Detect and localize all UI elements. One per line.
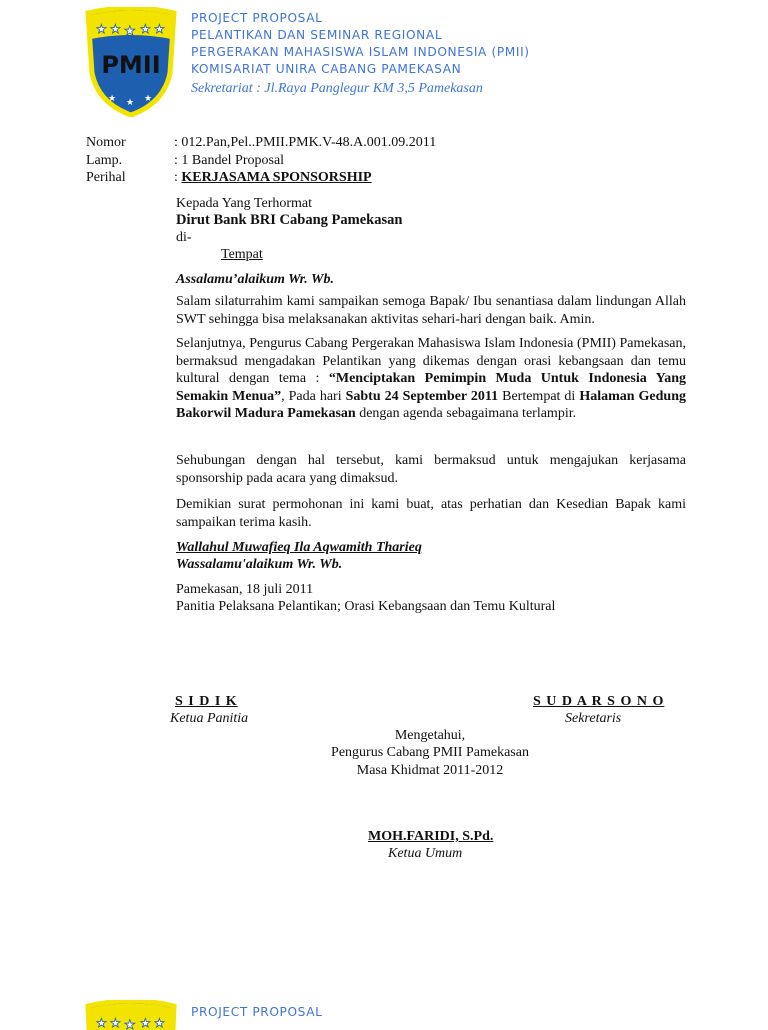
salam-opening: Assalamu’alaikum Wr. Wb.: [176, 272, 334, 287]
right-signatory-name: S U D A R S O N O: [533, 694, 665, 709]
svg-text:★: ★: [110, 22, 121, 36]
paragraph-3: Sehubungan dengan hal tersebut, kami bermaksud untuk mengajukan kerjasama sponsorship pada acara yang dimaksud.: [176, 453, 686, 486]
p2-venue: Halaman Gedung Bakorwil Madura Pamekasan: [176, 388, 686, 421]
closing-line-1: Wallahul Muwafieq Ila Aqwamith Tharieq: [176, 540, 422, 555]
perihal-colon: :: [174, 170, 182, 185]
chair-role: Ketua Umum: [388, 846, 463, 861]
header-line-2: PELANTIKAN DAN SEMINAR REGIONAL: [191, 28, 443, 42]
pmii-logo: [84, 7, 178, 117]
place-date: Pamekasan, 18 juli 2011: [176, 582, 314, 597]
chair-name: MOH.FARIDI, S.Pd.: [368, 829, 494, 844]
acknowledge-line-3: Masa Khidmat 2011-2012: [356, 763, 504, 778]
svg-text:★: ★: [108, 94, 117, 104]
p2-day-label: , Pada hari: [281, 388, 346, 404]
recipient-place: Tempat: [221, 247, 263, 262]
header-line-4: KOMISARIAT UNIRA CABANG PAMEKASAN: [191, 62, 462, 76]
nomor-label: Nomor: [86, 135, 126, 150]
closing-line-2: Wassalamu'alaikum Wr. Wb.: [176, 557, 343, 572]
svg-text:★: ★: [140, 22, 151, 36]
recipient-di: di-: [176, 230, 192, 245]
svg-text:★: ★: [140, 1016, 151, 1030]
svg-text:★: ★: [154, 22, 165, 36]
header-address: Sekretariat : Jl.Raya Panglegur KM 3,5 Pamekasan: [191, 81, 483, 96]
recipient-name: Dirut Bank BRI Cabang Pamekasan: [176, 212, 403, 228]
right-signatory-role: Sekretaris: [565, 711, 622, 726]
paragraph-4: Demikian surat permohonan ini kami buat, atas perhatian dan Kesedian Bapak kami sampaikan terima kasih.: [176, 497, 686, 530]
p2-date: Sabtu 24 September 2011: [345, 388, 499, 404]
recipient-greeting: Kepada Yang Terhormat: [176, 196, 313, 211]
acknowledge-line-2: Pengurus Cabang PMII Pamekasan: [331, 745, 529, 760]
p2-agenda: dengan agenda sebagaimana terlampir.: [355, 406, 577, 421]
p2-intro: Selanjutnya, Pengurus Cabang Pergerakan Mahasiswa Islam Indonesia (PMII) Pamekasan, bermaksud mengadakan Pelantikan yang dikemas dengan orasi kebangsaan dan temu kultural dengan tema :: [176, 336, 686, 386]
footer-header-line-1: PROJECT PROPOSAL: [191, 1005, 323, 1019]
svg-text:★: ★: [154, 1016, 165, 1030]
committee-name: Panitia Pelaksana Pelantikan; Orasi Kebangsaan dan Temu Kultural: [176, 599, 556, 614]
svg-text:★: ★: [126, 98, 135, 108]
paragraph-2: [176, 335, 686, 423]
pmii-logo-footer: [84, 1000, 178, 1030]
perihal-label: Perihal: [86, 170, 126, 185]
left-signatory-role: Ketua Panitia: [170, 711, 249, 726]
left-signatory-name: S I D I K: [175, 694, 238, 709]
nomor-value: : 012.Pan,Pel..PMII.PMK.V-48.A.001.09.2011: [174, 135, 437, 150]
perihal-value: KERJASAMA SPONSORSHIP: [181, 170, 372, 185]
paragraph-1: Salam silaturrahim kami sampaikan semoga Bapak/ Ibu senantiasa dalam lindungan Allah SWT sehingga bisa melaksanakan aktivitas sehari-hari dengan baik. Amin.: [176, 294, 686, 327]
header-line-3: PERGERAKAN MAHASISWA ISLAM INDONESIA (PMII): [191, 45, 530, 59]
svg-text:★: ★: [96, 22, 107, 36]
svg-text:★: ★: [124, 1018, 136, 1030]
lamp-label: Lamp.: [86, 153, 123, 168]
header-line-1: PROJECT PROPOSAL: [191, 11, 323, 25]
svg-text:★: ★: [144, 94, 153, 104]
svg-text:★: ★: [96, 1016, 107, 1030]
logo-text: PMII: [101, 51, 161, 79]
lamp-value: : 1 Bandel Proposal: [174, 153, 285, 168]
acknowledge-line-1: Mengetahui,: [394, 728, 466, 743]
p2-theme: “Menciptakan Pemimpin Muda Untuk Indonesia Yang Semakin Menua”: [176, 371, 686, 404]
svg-text:★: ★: [124, 24, 136, 39]
p2-venue-label: Bertempat di: [498, 388, 580, 404]
perihal-row: [174, 169, 372, 186]
svg-text:★: ★: [110, 1016, 121, 1030]
